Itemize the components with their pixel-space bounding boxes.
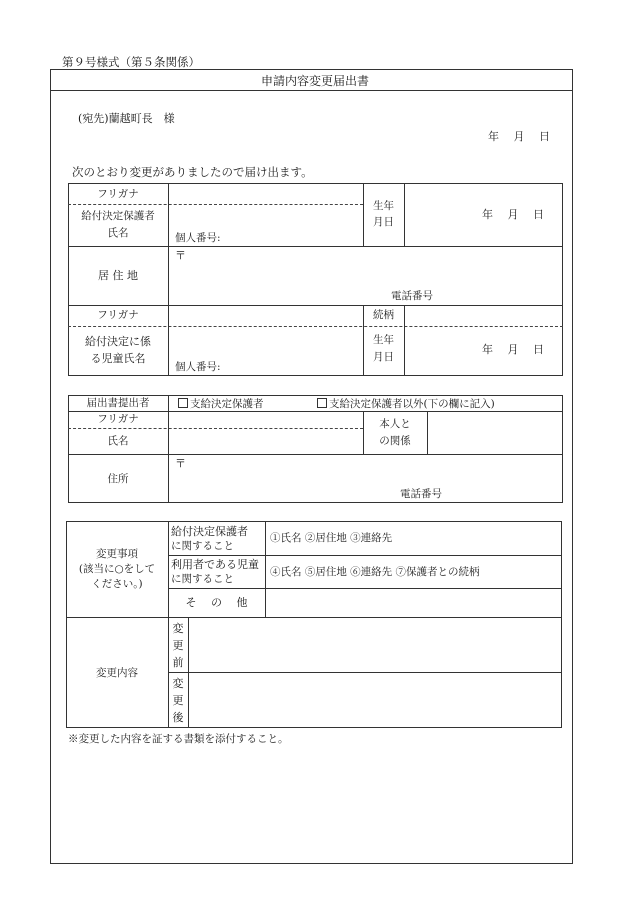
guardian-birth-label-line1: 生年	[373, 200, 394, 212]
child-my-number-label: 個人番号:	[175, 361, 221, 373]
child-birth-label-line1: 生年	[373, 334, 394, 346]
change-child-line1: 利用者である児童	[171, 558, 259, 571]
child-relation-label: 続柄	[373, 309, 394, 321]
guardian-postal-mark: 〒	[175, 249, 186, 262]
before-char-3: 前	[172, 656, 184, 669]
child-birth-date: 年 月 日	[482, 343, 544, 356]
submitter-name-label: 氏名	[107, 435, 129, 447]
addressee: (宛先)蘭越町長 様	[78, 112, 175, 125]
submitter-postal-mark: 〒	[175, 457, 186, 470]
submitter-option-guardian[interactable]: 支給決定保護者	[178, 398, 264, 410]
guardian-birth-label-line2: 月日	[373, 216, 394, 228]
before-char-1: 変	[172, 622, 184, 635]
submitter-address-label: 住所	[107, 473, 129, 485]
guardian-birth-date: 年 月 日	[482, 208, 544, 221]
guardian-furigana-label: フリガナ	[97, 188, 139, 200]
intro-text: 次のとおり変更がありましたので届け出ます。	[72, 165, 313, 179]
form-title: 申請内容変更届出書	[260, 74, 369, 88]
change-items-line2: (該当に○をして	[78, 563, 156, 575]
submitter-phone-label: 電話番号	[400, 488, 442, 500]
attachment-note: ※変更した内容を証する書類を添付すること。	[68, 733, 289, 745]
change-guardian-options: ①氏名 ②居住地 ③連絡先	[270, 532, 393, 544]
guardian-label-line2: 氏名	[107, 227, 129, 239]
form-number: 第９号様式（第５条関係）	[62, 55, 200, 69]
guardian-phone-label: 電話番号	[391, 290, 433, 302]
child-label-line1: 給付決定に係	[85, 335, 151, 348]
change-guardian-line1: 給付決定保護者	[171, 525, 248, 538]
change-items-line1: 変更事項	[96, 548, 138, 560]
checkbox-icon	[317, 398, 327, 408]
change-child-line2: に関すること	[171, 573, 234, 585]
guardian-address-label: 居 住 地	[98, 269, 138, 282]
title-divider	[50, 90, 573, 91]
submitter-furigana-label: フリガナ	[97, 413, 139, 425]
after-char-1: 変	[172, 677, 184, 690]
change-guardian-line2: に関すること	[171, 540, 234, 552]
change-items-line3: ください。)	[91, 578, 143, 590]
child-furigana-label: フリガナ	[97, 309, 139, 321]
guardian-my-number-label: 個人番号:	[175, 232, 221, 244]
submitter-label: 届出書提出者	[86, 397, 150, 409]
change-content-label: 変更内容	[96, 667, 138, 679]
submitter-relation-line1: 本人と	[379, 418, 411, 430]
checkbox-icon	[178, 398, 188, 408]
date-line: 年 月 日	[488, 130, 550, 143]
child-birth-label-line2: 月日	[373, 351, 394, 363]
guardian-label-line1: 給付決定保護者	[81, 210, 155, 222]
before-char-2: 更	[172, 639, 184, 652]
submitter-option-other[interactable]: 支給決定保護者以外(下の欄に記入)	[317, 398, 495, 410]
submitter-relation-line2: の関係	[379, 435, 411, 447]
change-child-options: ④氏名 ⑤居住地 ⑥連絡先 ⑦保護者との続柄	[270, 566, 480, 578]
child-label-line2: る児童氏名	[90, 352, 146, 365]
after-char-3: 後	[172, 711, 184, 724]
after-char-2: 更	[172, 694, 184, 707]
change-other-label: そ の 他	[185, 596, 248, 609]
